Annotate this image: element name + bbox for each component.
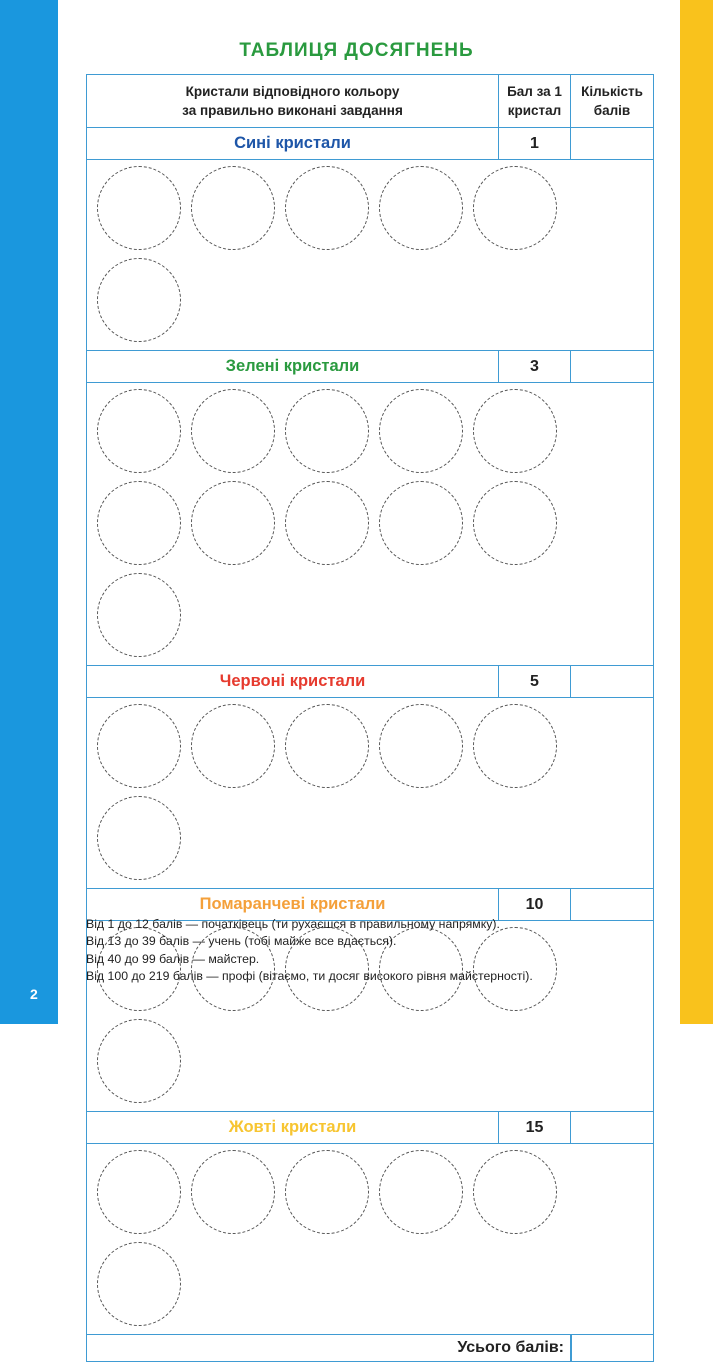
crystal-slot-circle[interactable] bbox=[285, 481, 369, 565]
crystal-slot-circle[interactable] bbox=[285, 166, 369, 250]
crystal-row bbox=[87, 351, 653, 383]
total-score-field[interactable] bbox=[571, 1335, 653, 1361]
crystal-slot-circle[interactable] bbox=[97, 481, 181, 565]
points-per-crystal: 5 bbox=[499, 666, 571, 697]
crystal-slot-circle[interactable] bbox=[379, 481, 463, 565]
page-number: 2 bbox=[30, 986, 38, 1002]
page-title: ТАБЛИЦЯ ДОСЯГНЕНЬ bbox=[239, 40, 474, 61]
header-crystals bbox=[87, 75, 499, 127]
crystal-slot-circle[interactable] bbox=[379, 1150, 463, 1234]
crystal-slot-circle[interactable] bbox=[379, 704, 463, 788]
crystal-slot-circle[interactable] bbox=[191, 704, 275, 788]
crystal-slot-circle[interactable] bbox=[285, 704, 369, 788]
legend-line: Від 40 до 99 балів — майстер. bbox=[86, 951, 260, 966]
crystal-slots bbox=[87, 1144, 653, 1335]
table-header bbox=[87, 75, 653, 128]
points-per-crystal: 1 bbox=[499, 128, 571, 159]
crystal-row bbox=[87, 1112, 653, 1144]
crystal-label: Зелені кристали bbox=[87, 351, 499, 382]
score-field[interactable] bbox=[571, 666, 653, 697]
crystal-slot-circle[interactable] bbox=[379, 166, 463, 250]
legend-line: Від 1 до 12 балів — початківець (ти рухаєшся в правильному напрямку). bbox=[86, 917, 500, 931]
achievements-table bbox=[86, 74, 654, 1362]
crystal-slots bbox=[87, 698, 653, 889]
header-crystals-line1: Кристали відповідного кольору bbox=[185, 84, 400, 99]
header-points-per-crystal bbox=[499, 75, 571, 127]
crystal-slot-circle[interactable] bbox=[97, 1019, 181, 1103]
right-yellow-stripe bbox=[680, 0, 713, 1024]
crystal-slots bbox=[87, 383, 653, 666]
points-per-crystal: 3 bbox=[499, 351, 571, 382]
crystal-slot-circle[interactable] bbox=[97, 1150, 181, 1234]
crystal-slot-circle[interactable] bbox=[97, 166, 181, 250]
crystal-slots bbox=[87, 160, 653, 351]
crystal-label: Червоні кристали bbox=[87, 666, 499, 697]
total-row bbox=[87, 1335, 653, 1361]
crystal-slot-circle[interactable] bbox=[473, 481, 557, 565]
crystal-slot-circle[interactable] bbox=[473, 1150, 557, 1234]
crystal-slot-circle[interactable] bbox=[191, 481, 275, 565]
crystal-label: Жовті кристали bbox=[87, 1112, 499, 1143]
crystal-slot-circle[interactable] bbox=[191, 166, 275, 250]
header-score-count bbox=[571, 75, 653, 127]
crystal-label: Сині кристали bbox=[87, 128, 499, 159]
crystal-slot-circle[interactable] bbox=[285, 389, 369, 473]
crystal-slot-circle[interactable] bbox=[379, 389, 463, 473]
score-field[interactable] bbox=[571, 351, 653, 382]
crystal-row bbox=[87, 666, 653, 698]
legend-line: Від 13 до 39 балів — учень (тобі майже все вдається). bbox=[86, 934, 397, 949]
header-crystals-line2: за правильно виконані завдання bbox=[182, 103, 403, 118]
crystal-slot-circle[interactable] bbox=[191, 1150, 275, 1234]
crystal-rows bbox=[87, 128, 653, 1335]
header-points-line2: кристал bbox=[507, 103, 562, 118]
header-points-line1: Бал за 1 bbox=[507, 84, 562, 99]
crystal-slot-circle[interactable] bbox=[473, 389, 557, 473]
crystal-slot-circle[interactable] bbox=[285, 1150, 369, 1234]
crystal-slot-circle[interactable] bbox=[473, 166, 557, 250]
crystal-slot-circle[interactable] bbox=[191, 389, 275, 473]
header-score-line2: балів bbox=[593, 103, 631, 118]
total-label: Усього балів: bbox=[87, 1335, 571, 1361]
crystal-slot-circle[interactable] bbox=[97, 1242, 181, 1326]
crystal-label: Помаранчеві кристали bbox=[87, 889, 499, 920]
crystal-slot-circle[interactable] bbox=[473, 704, 557, 788]
points-per-crystal: 10 bbox=[499, 889, 571, 920]
crystal-slot-circle[interactable] bbox=[97, 389, 181, 473]
legend-line: Від 100 до 219 балів — профі (вітаємо, ти досяг високого рівня майстерності). bbox=[86, 968, 533, 983]
left-blue-stripe bbox=[0, 0, 58, 1024]
crystal-slot-circle[interactable] bbox=[97, 704, 181, 788]
crystal-slot-circle[interactable] bbox=[97, 258, 181, 342]
crystal-slot-circle[interactable] bbox=[97, 573, 181, 657]
score-field[interactable] bbox=[571, 1112, 653, 1143]
score-field[interactable] bbox=[571, 128, 653, 159]
crystal-row bbox=[87, 128, 653, 160]
header-score-line1: Кількість bbox=[581, 84, 643, 99]
crystal-slot-circle[interactable] bbox=[97, 796, 181, 880]
score-legend bbox=[86, 916, 646, 985]
points-per-crystal: 15 bbox=[499, 1112, 571, 1143]
